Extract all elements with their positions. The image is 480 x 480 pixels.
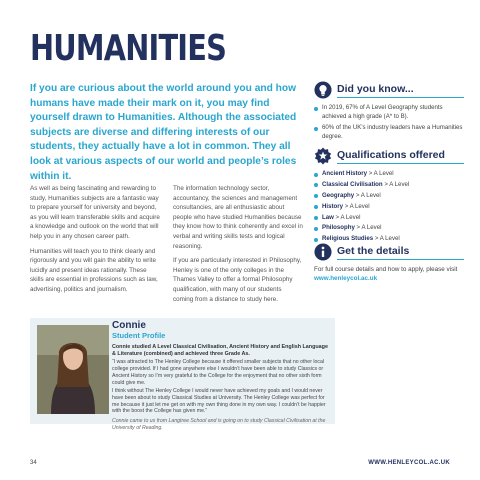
list-item: 60% of the UK’s industry leaders have a Humanities degree. bbox=[314, 124, 464, 141]
subject-level: > A Level bbox=[354, 191, 381, 199]
profile-text bbox=[112, 344, 330, 433]
list-item bbox=[314, 224, 464, 233]
subject-level: > A Level bbox=[373, 235, 400, 243]
award-badge-icon bbox=[314, 147, 332, 165]
qualifications-heading: Qualifications offered bbox=[337, 149, 464, 164]
profile-lead: Connie studied A Level Classical Civilisation, Ancient History and English Language & Literature (combined) and achieved three Grade As. bbox=[112, 344, 328, 357]
portrait-illustration bbox=[37, 325, 109, 414]
subject-level: > A Level bbox=[382, 180, 410, 188]
page-title: HUMANITIES bbox=[30, 28, 227, 69]
list-item bbox=[314, 203, 464, 212]
facts-list bbox=[314, 104, 464, 141]
body-paragraph: If you are particularly interested in Philosophy, Henley is one of the only colleges in the Thames Valley to offer a formal Philosophy qualification, with many of our students coming from a distance to study here. bbox=[173, 257, 302, 303]
body-paragraph: As well as being fascinating and rewarding to study, Humanities subjects are a fantastic way to prepare yourself for university and beyond, as you will learn transferable skills and acquire a knowledge and outlook on the world that will help you in any chosen career path. bbox=[30, 185, 160, 240]
details-text bbox=[314, 266, 464, 283]
subject-name: Religious Studies bbox=[322, 235, 374, 243]
subject-level: > A Level bbox=[354, 224, 382, 232]
lightbulb-icon bbox=[314, 81, 332, 99]
profile-quote: “I was attracted to The Henley College because it offered smaller subjects that no other local college provided. If I had gone anywhere else I wouldn’t have been able to study Classics or Ancient History so I’m very grateful to the College for the enjoyment that no other sixth form could give me. bbox=[112, 359, 325, 386]
subject-name: Philosophy bbox=[322, 224, 355, 232]
list-item bbox=[314, 181, 464, 190]
profile-subtitle: Student Profile bbox=[112, 331, 166, 340]
did-you-know-heading: Did you know... bbox=[337, 83, 464, 98]
qualifications-header bbox=[314, 146, 464, 166]
subject-name: Geography bbox=[322, 191, 355, 199]
student-name: Connie bbox=[112, 320, 146, 331]
body-column-2 bbox=[173, 184, 303, 309]
website-link[interactable]: www.henleycol.ac.uk bbox=[314, 274, 378, 282]
body-paragraph: Humanities will teach you to think clearly and rigorously and you will gain the ability to write lucidly and present ideas rationally. These skills are essential in professions such as law, advertising, politics and journalism. bbox=[30, 247, 158, 293]
list-item: In 2019, 67% of A Level Geography students achieved a high grade (A* to B). bbox=[314, 104, 464, 121]
qualifications-list bbox=[314, 170, 464, 244]
page-number: 34 bbox=[30, 460, 37, 466]
list-item bbox=[314, 170, 464, 179]
profile-quote: I think without The Henley College I would never have achieved my goals and I would never have been about to study Classical Studies at University. The Henley College was perfect for me because it just let me get on with my own thing done in my own way. I couldn’t be happier with the boost the College has given me.” bbox=[112, 388, 326, 415]
subject-name: Law bbox=[322, 213, 334, 221]
did-you-know-header bbox=[314, 80, 464, 100]
profile-note: Connie came to us from Langtree School and is going on to study Classical Civilisation at the University of Reading. bbox=[112, 418, 326, 431]
get-details-box bbox=[314, 242, 464, 283]
subject-level: > A Level bbox=[343, 202, 370, 210]
student-profile-box bbox=[30, 318, 335, 431]
body-column-1 bbox=[30, 184, 160, 300]
subject-level: > A Level bbox=[333, 213, 361, 221]
details-heading: Get the details bbox=[337, 245, 464, 260]
body-paragraph: The information technology sector, accountancy, the sciences and management consultancies, are all enthusiastic about people who have studied Humanities because they know how to think coherently and excel in verbal and writing skills tests and logical reasoning. bbox=[173, 185, 303, 250]
student-photo bbox=[37, 325, 109, 414]
subject-level: > A Level bbox=[367, 170, 394, 177]
info-icon bbox=[314, 243, 332, 261]
did-you-know-box bbox=[314, 80, 464, 144]
details-copy: For full course details and how to apply, please visit bbox=[314, 266, 458, 273]
subject-name: History bbox=[322, 202, 343, 210]
intro-text: If you are curious about the world around you and how humans have made their mark on it, you may find yourself drawn to Humanities. Although the associated subjects are diverse and differing interests of our students, they actually have a lot in common. They all look at various aspects of our world and people’s roles within it. bbox=[30, 83, 297, 182]
qualifications-box bbox=[314, 146, 464, 246]
subject-name: Classical Civilisation bbox=[322, 180, 383, 188]
subject-name: Ancient History bbox=[322, 170, 368, 177]
details-header bbox=[314, 242, 464, 262]
list-item bbox=[314, 192, 464, 201]
list-item bbox=[314, 214, 464, 223]
footer-website: WWW.HENLEYCOL.AC.UK bbox=[368, 460, 450, 466]
